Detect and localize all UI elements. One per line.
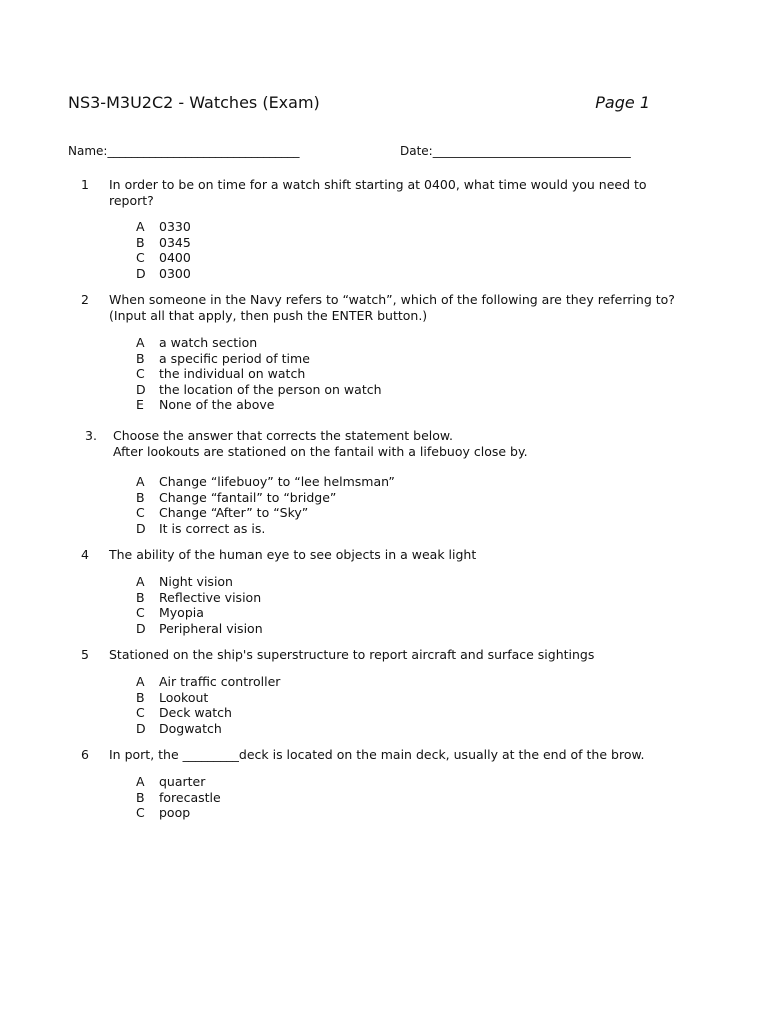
answer-option[interactable]: C Change “After” to “Sky” (136, 505, 309, 521)
answer-option[interactable]: B 0345 (136, 234, 191, 250)
answer-option[interactable]: B Change “fantail” to “bridge” (136, 489, 337, 505)
answer-option[interactable]: A Air traffic controller (136, 674, 281, 689)
question-number: 6 (81, 747, 89, 762)
question-text: The ability of the human eye to see objects in a weak light (109, 547, 477, 562)
answer-option[interactable]: C Myopia (136, 605, 204, 621)
name-field: Name:________________________________ (68, 144, 300, 158)
answer-option[interactable]: A a watch section (136, 335, 258, 350)
answer-option[interactable]: A quarter (136, 774, 206, 789)
page-number: Page 1 (595, 93, 650, 112)
answer-options (136, 674, 280, 736)
answer-option[interactable]: A Night vision (136, 574, 233, 589)
question-number: 1 (81, 177, 89, 192)
question-number: 5 (81, 647, 89, 662)
answer-options (136, 474, 395, 536)
question-number: 4 (81, 547, 89, 562)
question-text: When someone in the Navy refers to “watch”, which of the following are they referring to? (Input all that apply, then push the ENTER button.) (109, 292, 675, 323)
answer-option[interactable]: B forecastle (136, 789, 221, 805)
answer-option[interactable]: A Change “lifebuoy” to “lee helmsman” (136, 474, 395, 489)
answer-option[interactable]: B Reflective vision (136, 589, 262, 605)
answer-option[interactable]: C poop (136, 805, 191, 821)
answer-option[interactable]: C 0400 (136, 250, 191, 266)
answer-option[interactable]: D the location of the person on watch (136, 381, 382, 397)
answer-option[interactable]: D Dogwatch (136, 720, 222, 736)
answer-option[interactable]: C Deck watch (136, 705, 232, 721)
answer-option[interactable]: A 0330 (136, 219, 191, 234)
answer-options (136, 335, 382, 413)
page-header (68, 93, 650, 117)
question-text: In port, the _________deck is located on the main deck, usually at the end of the brow. (109, 747, 645, 762)
question-text: In order to be on time for a watch shift starting at 0400, what time would you need to report? (109, 177, 647, 208)
answer-options (136, 219, 191, 281)
answer-option[interactable]: B Lookout (136, 689, 209, 705)
answer-option[interactable]: B a specific period of time (136, 350, 310, 366)
question-text: Stationed on the ship's superstructure to report aircraft and surface sightings (109, 647, 595, 662)
question-text: Choose the answer that corrects the statement below. After lookouts are stationed on the fantail with a lifebuoy close by. (113, 428, 528, 459)
answer-options (136, 574, 263, 636)
answer-options (136, 774, 221, 821)
question-number: 2 (81, 292, 89, 307)
answer-option[interactable]: D Peripheral vision (136, 620, 263, 636)
date-field: Date:_________________________________ (400, 144, 631, 158)
page-title: NS3-M3U2C2 - Watches (Exam) (68, 93, 320, 112)
answer-option[interactable]: D 0300 (136, 265, 191, 281)
answer-option[interactable]: C the individual on watch (136, 366, 306, 382)
question-number: 3. (85, 428, 97, 443)
answer-option[interactable]: E None of the above (136, 397, 275, 413)
answer-option[interactable]: D It is correct as is. (136, 520, 266, 536)
